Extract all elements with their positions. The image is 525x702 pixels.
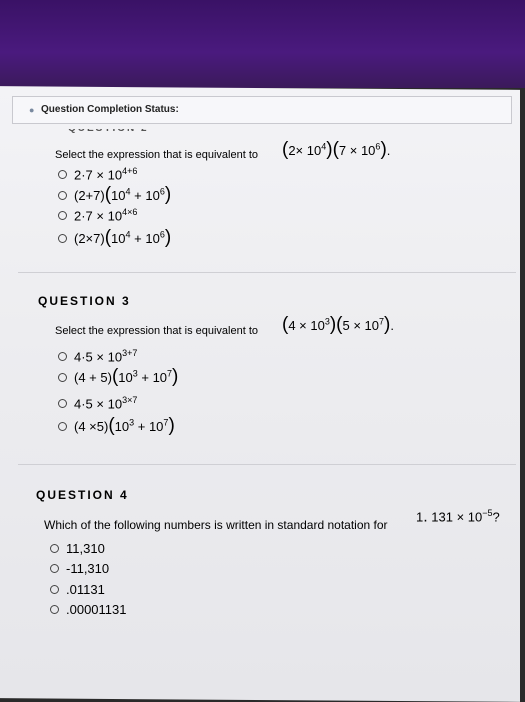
q3-title: QUESTION 3: [38, 294, 131, 308]
radio-button[interactable]: [50, 544, 59, 553]
q3-option-3[interactable]: [58, 395, 137, 411]
q3-option-2[interactable]: [58, 366, 178, 388]
q4-title: QUESTION 4: [36, 488, 129, 502]
radio-button[interactable]: [50, 585, 59, 594]
q4-option-3[interactable]: [50, 582, 105, 597]
q2-option-2[interactable]: [58, 184, 171, 206]
option-label: .01131: [66, 582, 105, 597]
radio-button[interactable]: [50, 564, 59, 573]
q4-prompt: Which of the following numbers is written in standard notation for: [44, 518, 388, 532]
option-label: .00001131: [66, 602, 127, 617]
radio-button[interactable]: [50, 605, 59, 614]
section-divider: [18, 272, 516, 273]
radio-button[interactable]: [58, 234, 67, 243]
browser-top-bar: [0, 0, 525, 88]
q2-option-1[interactable]: [58, 166, 137, 182]
section-divider: [18, 464, 516, 465]
q4-option-2[interactable]: [50, 561, 109, 576]
radio-button[interactable]: [58, 170, 67, 179]
q4-option-1[interactable]: [50, 541, 105, 556]
option-label: 11,310: [66, 541, 105, 556]
status-label: Question Completion Status:: [41, 104, 179, 115]
radio-button[interactable]: [58, 373, 67, 382]
question-completion-status[interactable]: [12, 96, 512, 124]
radio-button[interactable]: [58, 422, 67, 431]
radio-button[interactable]: [58, 211, 67, 220]
q2-prompt: Select the expression that is equivalent to: [55, 149, 259, 161]
q3-expression: $(4 \times 10^3)(5 \times 10^7)$.: [282, 314, 394, 335]
q3-option-4[interactable]: [58, 415, 175, 437]
q2-option-3[interactable]: [58, 207, 137, 223]
option-label: $2\cdot 7 \times 10^{4+6}$: [74, 166, 138, 183]
option-label: $(4 \times 5)(10^3 + 10^7)$: [74, 415, 175, 436]
option-label: $2\cdot 7 \times 10^{4\times 6}$: [74, 207, 138, 224]
option-label: $(2+7)(10^4 + 10^6)$: [74, 184, 172, 205]
q3-option-1[interactable]: [58, 348, 137, 364]
q2-expression: $(2\times 10^4)(7 \times 10^6)$.: [282, 139, 391, 160]
option-label: $4\cdot 5 \times 10^{3\times 7}$: [74, 395, 138, 412]
radio-button[interactable]: [58, 399, 67, 408]
radio-button[interactable]: [58, 352, 67, 361]
option-label: $(2\times 7)(10^4 + 10^6)$: [74, 227, 172, 248]
radio-button[interactable]: [58, 191, 67, 200]
option-label: $(4 + 5)(10^3 + 10^7)$: [74, 366, 179, 387]
q3-prompt: Select the expression that is equivalent to: [55, 325, 259, 337]
bullet-icon: ●: [29, 105, 35, 115]
q4-option-4[interactable]: [50, 602, 127, 617]
option-label: $4\cdot 5 \times 10^{3+7}$: [74, 348, 138, 365]
q2-option-4[interactable]: [58, 227, 171, 249]
q4-expression: 1. $131 \times 10^{-5}$?: [416, 508, 500, 526]
option-label: -11,310: [66, 561, 110, 576]
